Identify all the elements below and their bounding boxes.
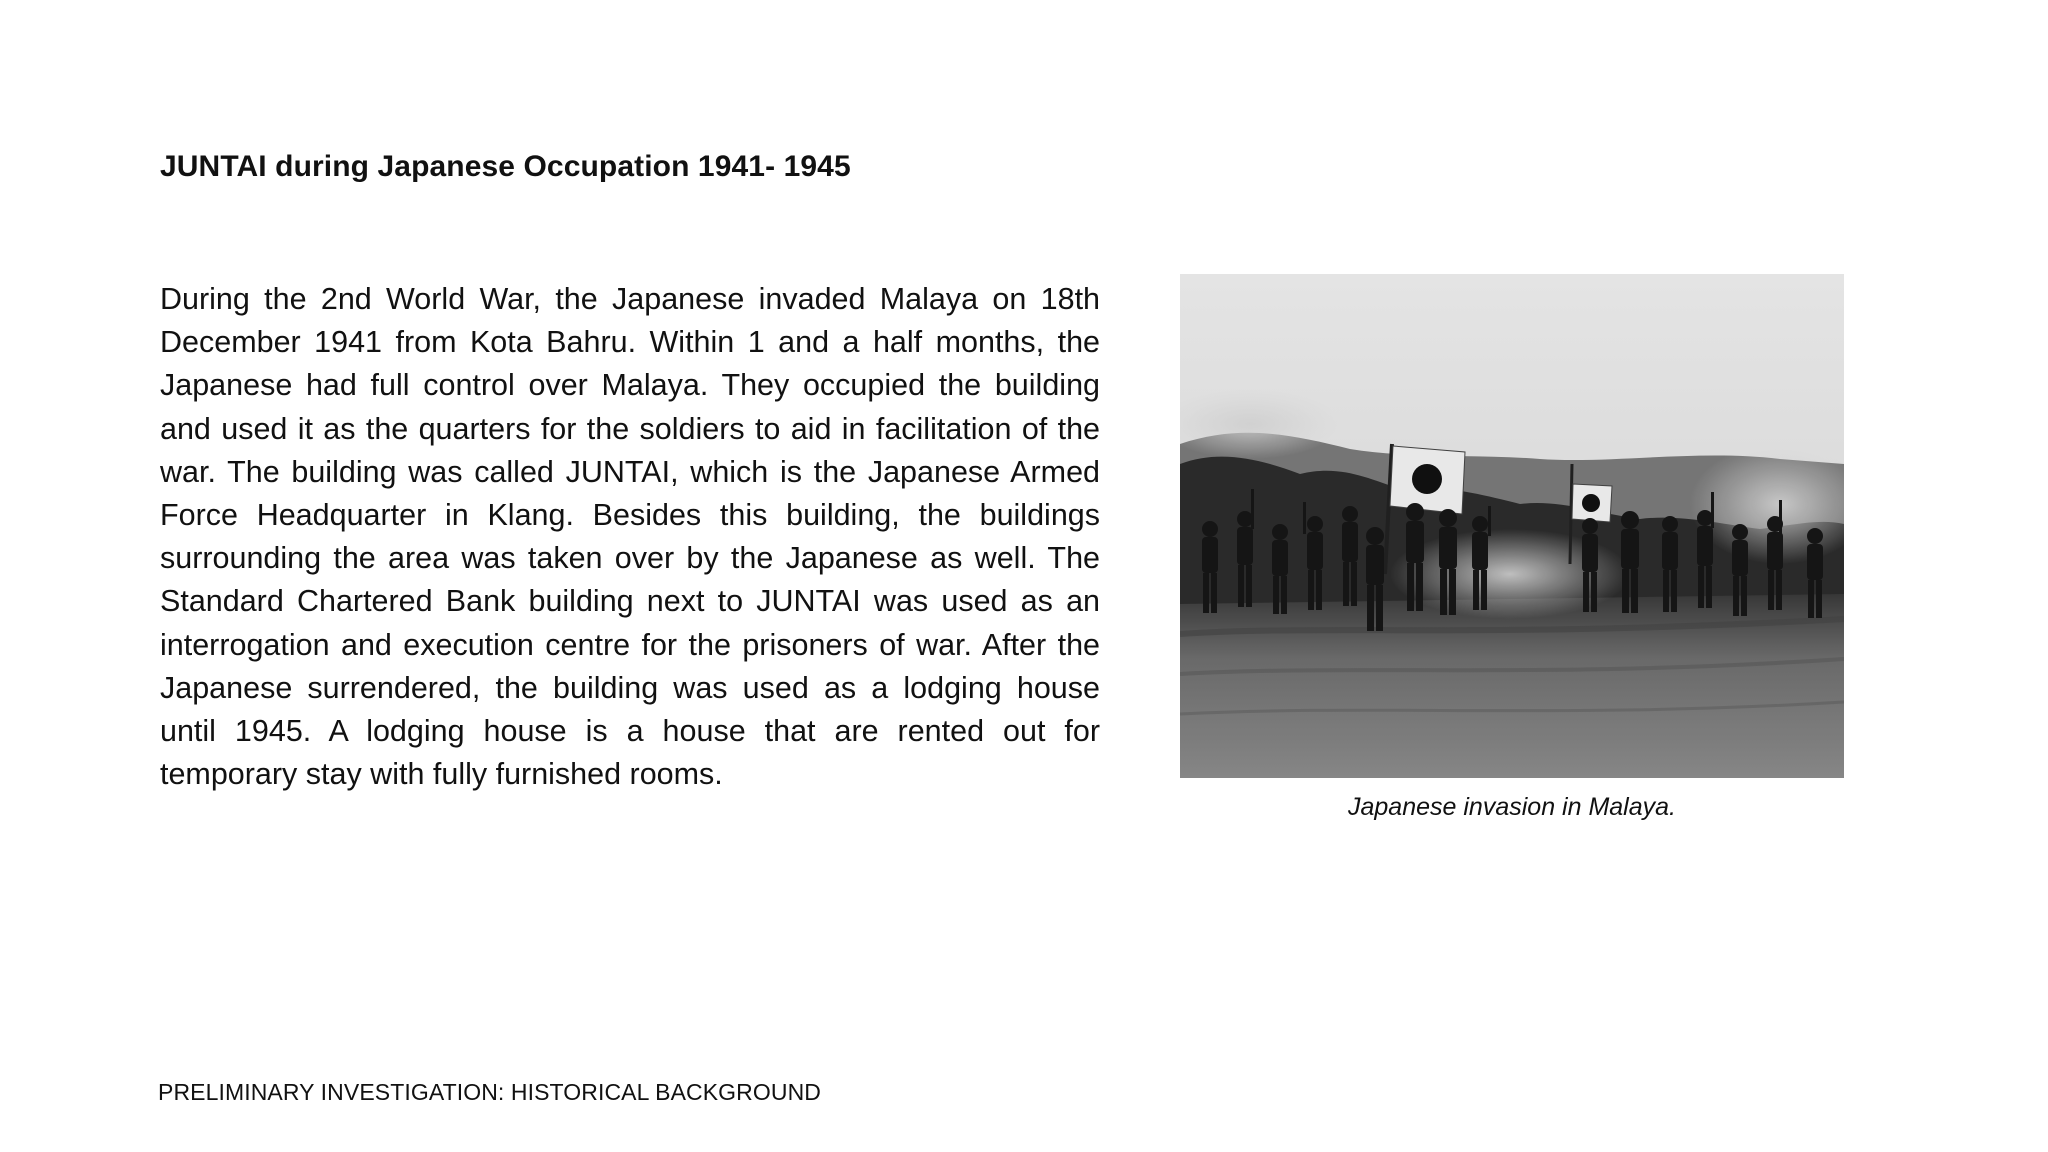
section-footer: PRELIMINARY INVESTIGATION: HISTORICAL BACKGROUND (158, 1079, 821, 1105)
body-paragraph: During the 2nd World War, the Japanese invaded Malaya on 18th December 1941 from Kota Bahru. Within 1 and a half months, the Japanese had full control over Malaya. They occupied the building and used it as the quarters for the soldiers to aid in facilitation of the war. The building was called JUNTAI, which is the Japanese Armed Force Headquarter in Klang. Besides this building, the buildings surrounding the area was taken over by the Japanese as well. The Standard Chartered Bank building next to JUNTAI was used as an interrogation and execution centre for the prisoners of war. After the Japanese surrendered, the building was used as a lodging house until 1945. A lodging house is a house that are rented out for temporary stay with fully furnished rooms. (160, 282, 1100, 792)
photo-caption: Japanese invasion in Malaya. (1348, 793, 1676, 821)
historical-photo (1180, 274, 1844, 778)
slide-title: JUNTAI during Japanese Occupation 1941- 1945 (160, 150, 851, 183)
